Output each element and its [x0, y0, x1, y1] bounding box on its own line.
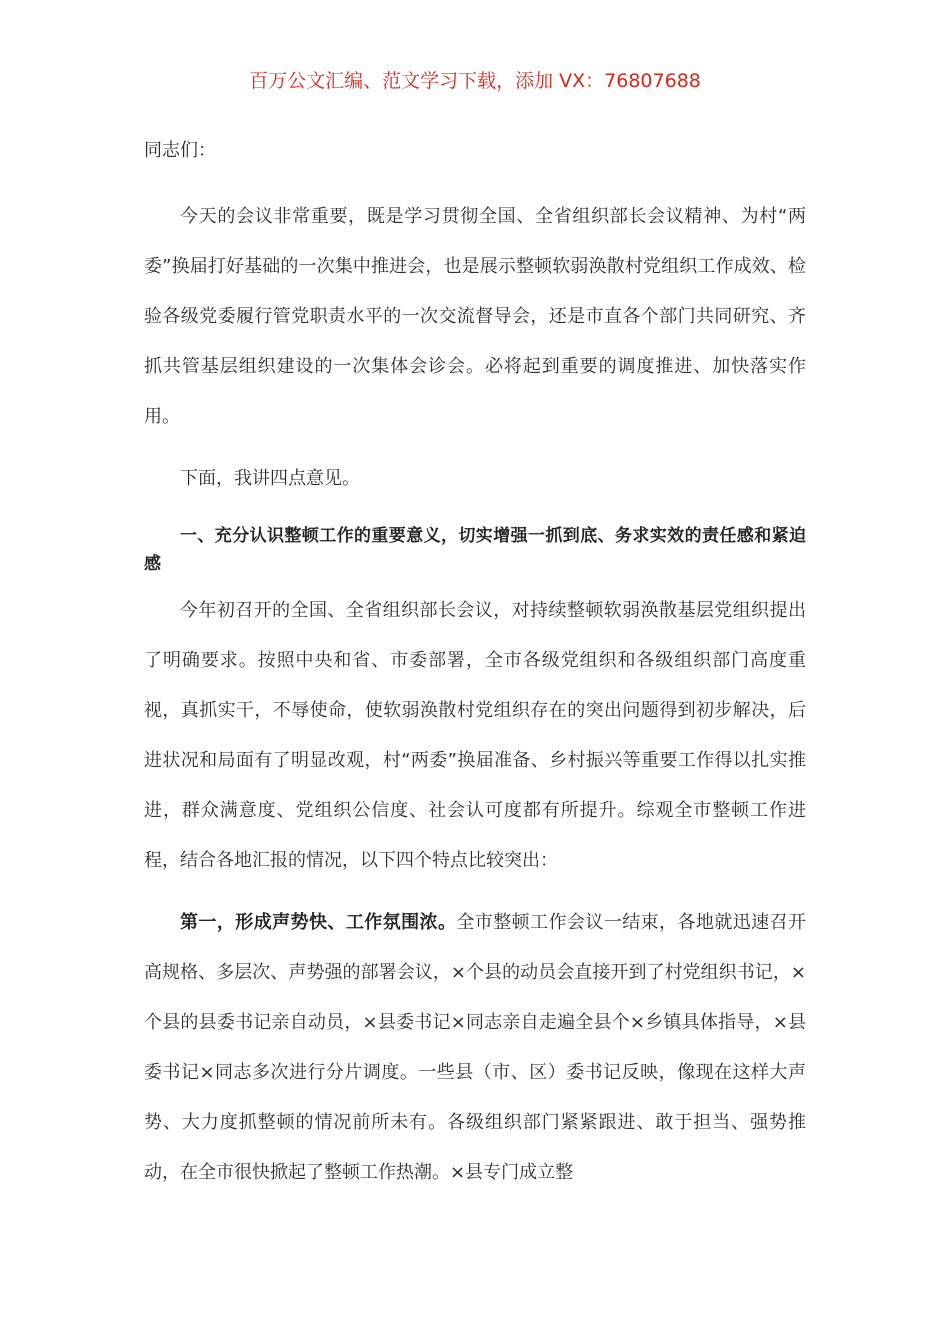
document-body	[144, 136, 806, 1210]
paragraph-point-1	[144, 898, 806, 1198]
point-1-lead: 第一，形成声势快、工作氛围浓。	[180, 912, 457, 933]
paragraph-section-1: 今年初召开的全国、全省组织部长会议，对持续整顿软弱涣散基层党组织提出了明确要求。按照中央和省、市委部署，全市各级党组织和各级组织部门高度重视，真抓实干，不辱使命，使软弱涣散村党组织存在的突出问题得到初步解决，后进状况和局面有了明显改观，村“两委”换届准备、乡村振兴等重要工作得以扎实推进，群众满意度、党组织公信度、社会认可度都有所提升。综观全市整顿工作进程，结合各地汇报的情况，以下四个特点比较突出：	[144, 600, 806, 871]
point-1-body: 全市整顿工作会议一结束，各地就迅速召开高规格、多层次、声势强的部署会议，×个县的动员会直接开到了村党组织书记，×个县的县委书记亲自动员，×县委书记×同志亲自走遍全县个×乡镇具体指导，×县委书记×同志多次进行分片调度。一些县（市、区）委书记反映，像现在这样大声势、大力度抓整顿的情况前所未有。各级组织部门紧紧跟进、敢于担当、强势推动，在全市很快掀起了整顿工作热潮。×县专门成立整	[144, 912, 807, 1183]
paragraph-opening: 今天的会议非常重要，既是学习贯彻全国、全省组织部长会议精神、为村“两委”换届打好基础的一次集中推进会，也是展示整顿软弱涣散村党组织工作成效、检验各级党委履行管党职责水平的一次交流督导会，还是市直各个部门共同研究、齐抓共管基层组织建设的一次集体会诊会。必将起到重要的调度推进、加快落实作用。	[144, 206, 806, 427]
promo-banner: 百万公文汇编、范文学习下载，添加 VX：76807688	[249, 70, 701, 92]
salutation: 同志们：	[144, 140, 216, 161]
section-heading-1: 一、充分认识整顿工作的重要意义，切实增强一抓到底、务求实效的责任感和紧迫感	[144, 526, 806, 574]
paragraph-intro: 下面，我讲四点意见。	[180, 468, 360, 489]
